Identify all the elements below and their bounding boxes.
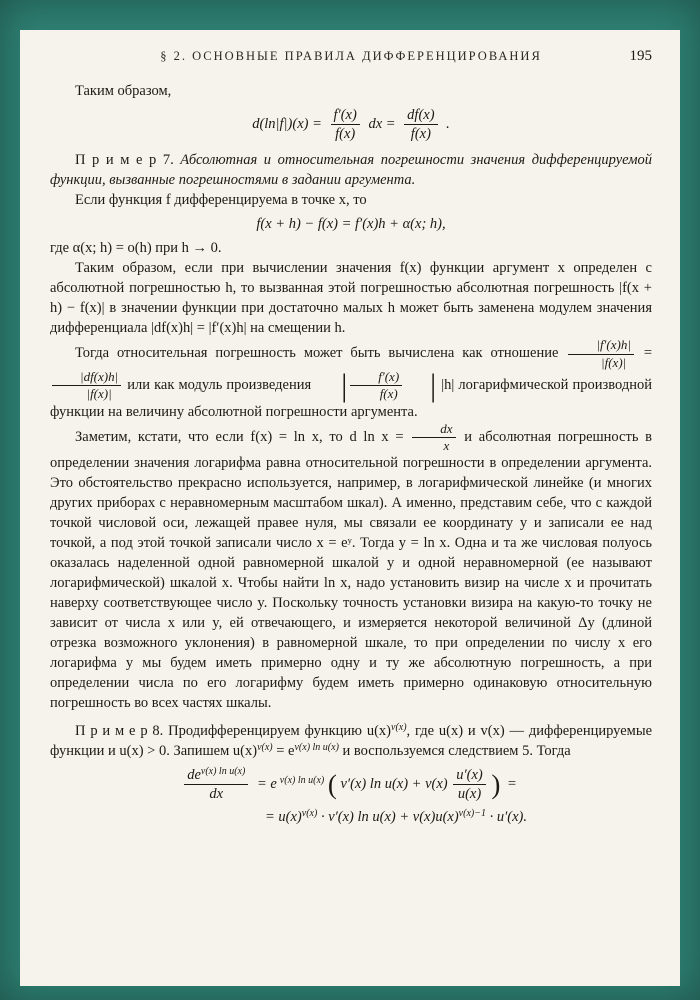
formula-log-differential xyxy=(50,107,652,142)
superscript-exponent: v(x) ln u(x) xyxy=(200,766,246,778)
fraction xyxy=(451,767,488,802)
example-7-label: П р и м е р 7. xyxy=(75,152,174,169)
fraction-denominator: |f(x)| xyxy=(86,386,112,402)
fraction xyxy=(566,338,636,370)
fraction-numerator: u′(x) xyxy=(453,767,486,785)
text-run: = e xyxy=(272,743,295,760)
fraction-denominator: f(x) xyxy=(335,126,356,143)
text-run: |h| логарифмической производной функции на величину абсолютной погрешности аргумента. xyxy=(50,377,652,420)
page-number: 195 xyxy=(629,48,652,64)
example-8-label: П р и м е р 8. xyxy=(75,723,164,740)
fraction-numerator: |f′(x)h| xyxy=(568,338,634,354)
text-run: · u′(x). xyxy=(485,808,527,825)
paragraph-absolute-error: Таким образом, если при вычислении значения f(x) функции аргумент x определен с абсолютной погрешностью h, то вызванная этой погрешностью абсолютная погрешность |f(x + h) − f(x)| в значении функции при достаточно малых h может быть заменена модулем значения дифференциала |df(x)h| = |f′(x)h| на смещении h. xyxy=(50,260,652,337)
fraction xyxy=(329,107,362,142)
text-run: , где u(x) и v(x) — дифференцируемые функции и u(x) > 0. Запишем u(x) xyxy=(50,723,653,760)
example-8-paragraph xyxy=(50,721,652,761)
superscript-exponent: v(x) ln u(x) xyxy=(294,742,339,754)
fraction-numerator: f′(x) xyxy=(331,107,360,125)
fraction-denominator: |f(x)| xyxy=(601,354,627,370)
book-page xyxy=(20,30,680,986)
page-header xyxy=(50,46,652,66)
numerator-base: de xyxy=(187,767,201,784)
fraction-numerator xyxy=(184,767,248,785)
formula-eq-e: = e xyxy=(256,776,277,793)
fraction-numerator: df(x) xyxy=(404,107,437,125)
paragraph-relative-error xyxy=(50,338,652,421)
paragraph-if-function: Если функция f дифференцируема в точке x, то xyxy=(75,192,367,209)
text-run: · v′(x) ln u(x) + v(x)u(x) xyxy=(317,808,459,825)
formula-text: f(x + h) − f(x) = f′(x)h + α(x; h), xyxy=(256,216,446,233)
text-run: или как модуль произведения xyxy=(127,377,312,394)
open-paren: ( xyxy=(327,769,337,800)
formula-power-function-derivative xyxy=(50,767,652,826)
paragraph-thus: Таким образом, xyxy=(75,83,172,99)
formula-tail: . xyxy=(446,116,450,133)
fraction-denominator: dx xyxy=(209,786,224,803)
section-title: § 2. ОСНОВНЫЕ ПРАВИЛА ДИФФЕРЕНЦИРОВАНИЯ xyxy=(160,49,542,63)
text-run: и абсолютная погрешность в определении значения логарифма равна относительной погрешности в определении аргумента. Это обстоятельство прекрасно используется, например, в логарифмической линейке (и многих других приборах с неравномерным масштабом шкал). А именно, представим себе, что с каждой точкой числовой оси, лежащей правее нуля, мы связали ее координату y и записали ее над точкой, а под этой точкой записали число x = eʸ. Тогда y = ln x. Одна и та же числовая полуось оказалась наделенной одной равномерной шкалой y и одной неравномерной (ее называют логарифмической) шкалой x. Чтобы найти ln x, надо установить визир на числе x и прочитать наверху соответствующее число y. Поскольку точность установки визира на какую-то точку не зависит от числа x или y, ей отвечающего, и измеряется некоторой величиной Δy (длиной отрезка возможного уклонения) в равномерной шкале, то при определении по числу x его логарифма y мы будем иметь примерно одну и ту же абсолютную погрешность, а при определении числа по его логарифму будем иметь примерно одинаковую относительную погрешность во всех частях шкалы. xyxy=(50,428,652,712)
text-run: Тогда относительная погрешность может быть вычислена как отношение xyxy=(75,345,559,362)
superscript-exponent: v(x) ln u(x) xyxy=(279,775,325,787)
fraction xyxy=(50,370,123,402)
superscript-exponent: v(x) xyxy=(257,742,273,754)
formula-body: v′(x) ln u(x) + v(x) xyxy=(340,776,448,793)
equals-sign: = xyxy=(643,345,653,362)
fraction-numerator: |df(x)h| xyxy=(52,370,121,386)
formula-tail: = xyxy=(507,776,517,793)
fraction-denominator: x xyxy=(443,437,450,453)
fraction-denominator: u(x) xyxy=(457,786,482,803)
superscript-exponent: v(x)−1 xyxy=(458,807,486,819)
fraction-numerator: dx xyxy=(412,422,455,438)
text-run: = u(x) xyxy=(265,808,302,825)
paragraph-where-alpha: где α(x; h) = o(h) при h → 0. xyxy=(50,240,222,257)
superscript-exponent: v(x) xyxy=(391,722,407,734)
example-7-paragraph xyxy=(50,150,652,190)
formula-lhs: d(ln|f|)(x) = xyxy=(252,116,322,133)
text-run: Заметим, кстати, что если f(x) = ln x, то d ln x = xyxy=(75,428,404,445)
formula-mid: dx = xyxy=(368,116,396,133)
formula-increment xyxy=(50,214,652,234)
formula-line-2 xyxy=(50,807,652,827)
fraction xyxy=(348,370,404,402)
fraction xyxy=(402,107,439,142)
fraction-denominator: f(x) xyxy=(379,386,398,402)
superscript-exponent: v(x) xyxy=(301,807,318,819)
example-7-title: Абсолютная и относительная погрешности значения дифференцируемой функции, вызванные погрешностями в задании аргумента. xyxy=(50,152,653,189)
abs-bar-left: | xyxy=(341,368,348,404)
abs-bar-right: | xyxy=(430,368,437,404)
close-paren: ) xyxy=(491,769,501,800)
paragraph-slide-rule xyxy=(50,422,652,714)
fraction xyxy=(182,767,250,802)
fraction-numerator: f′(x) xyxy=(350,370,402,386)
formula-line-1 xyxy=(50,767,652,802)
fraction-denominator: f(x) xyxy=(410,126,431,143)
text-run: Продифференцируем функцию u(x) xyxy=(168,723,391,740)
fraction xyxy=(410,422,457,454)
text-run: и воспользуемся следствием 5. Тогда xyxy=(338,743,571,760)
